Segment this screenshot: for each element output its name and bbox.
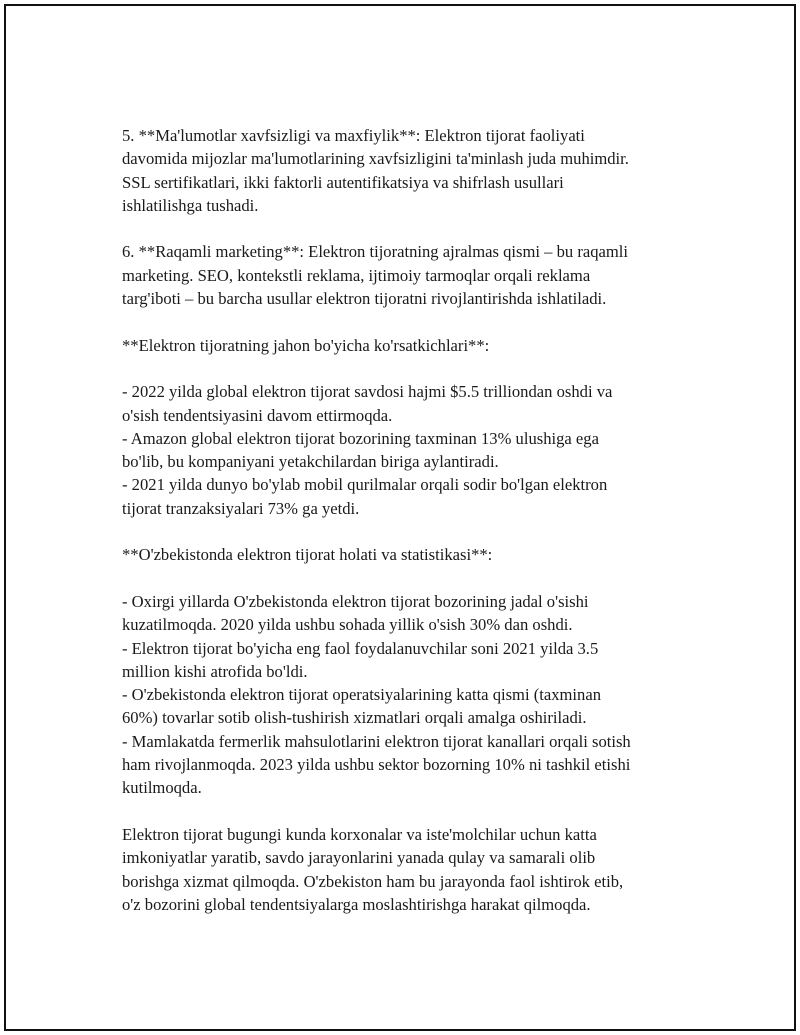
document-body (122, 124, 702, 939)
list-item-line: kutilmoqda. (122, 778, 202, 798)
text-line: borishga xizmat qilmoqda. O'zbekiston ham bu jarayonda faol ishtirok etib, (122, 871, 624, 891)
list-item-line: bo'lib, bu kompaniyani yetakchilardan biriga aylantiradi. (122, 452, 499, 472)
list-uzbekistan-stats (122, 590, 702, 800)
list-item-line: - Elektron tijorat bo'yicha eng faol foydalanuvchilar soni 2021 yilda 3.5 (122, 638, 599, 658)
list-global-stats (122, 380, 702, 520)
text-line: imkoniyatlar yaratib, savdo jarayonlarini yanada qulay va samarali olib (122, 848, 596, 868)
list-item-line: ham rivojlanmoqda. 2023 yilda ushbu sektor bozorning 10% ni tashkil etishi (122, 755, 631, 775)
heading-line: **Elektron tijoratning jahon bo'yicha ko'rsatkichlari**: (122, 335, 490, 355)
paragraph-conclusion (122, 823, 702, 916)
text-line: o'z bozorini global tendentsiyalarga moslashtirishga harakat qilmoqda. (122, 894, 591, 914)
text-line: ishlatilishga tushadi. (122, 195, 259, 215)
paragraph-digital-marketing (122, 240, 702, 310)
section-heading-uzbekistan (122, 543, 702, 566)
text-line: targ'iboti – bu barcha usullar elektron tijoratni rivojlantirishda ishlatiladi. (122, 289, 607, 309)
section-heading-global (122, 334, 702, 357)
list-item-line: - Mamlakatda fermerlik mahsulotlarini elektron tijorat kanallari orqali sotish (122, 731, 631, 751)
list-item-line: tijorat tranzaksiyalari 73% ga yetdi. (122, 498, 360, 518)
text-line: davomida mijozlar ma'lumotlarining xavfsizligini ta'minlash juda muhimdir. (122, 149, 629, 169)
list-item-line: - Amazon global elektron tijorat bozorining taxminan 13% ulushiga ega (122, 428, 599, 448)
text-line: marketing. SEO, kontekstli reklama, ijtimoiy tarmoqlar orqali reklama (122, 265, 591, 285)
paragraph-data-security (122, 124, 702, 217)
text-line: 6. **Raqamli marketing**: Elektron tijoratning ajralmas qismi – bu raqamli (122, 242, 629, 262)
list-item-line: 60%) tovarlar sotib olish-tushirish xizmatlari orqali amalga oshiriladi. (122, 708, 587, 728)
list-item-line: o'sish tendentsiyasini davom ettirmoqda. (122, 405, 393, 425)
list-item-line: million kishi atrofida bo'ldi. (122, 661, 308, 681)
list-item-line: - 2022 yilda global elektron tijorat savdosi hajmi $5.5 trilliondan oshdi va (122, 382, 613, 402)
text-line: 5. **Ma'lumotlar xavfsizligi va maxfiylik**: Elektron tijorat faoliyati (122, 126, 585, 145)
list-item-line: kuzatilmoqda. 2020 yilda ushbu sohada yillik o'sish 30% dan oshdi. (122, 615, 573, 635)
heading-line: **O'zbekistonda elektron tijorat holati va statistikasi**: (122, 545, 493, 565)
page-frame (4, 4, 796, 1031)
list-item-line: - Oxirgi yillarda O'zbekistonda elektron tijorat bozorining jadal o'sishi (122, 591, 589, 611)
text-line: Elektron tijorat bugungi kunda korxonalar va iste'molchilar uchun katta (122, 824, 597, 844)
list-item-line: - 2021 yilda dunyo bo'ylab mobil qurilmalar orqali sodir bo'lgan elektron (122, 475, 608, 495)
list-item-line: - O'zbekistonda elektron tijorat operatsiyalarining katta qismi (taxminan (122, 685, 601, 705)
text-line: SSL sertifikatlari, ikki faktorli autentifikatsiya va shifrlash usullari (122, 172, 564, 192)
